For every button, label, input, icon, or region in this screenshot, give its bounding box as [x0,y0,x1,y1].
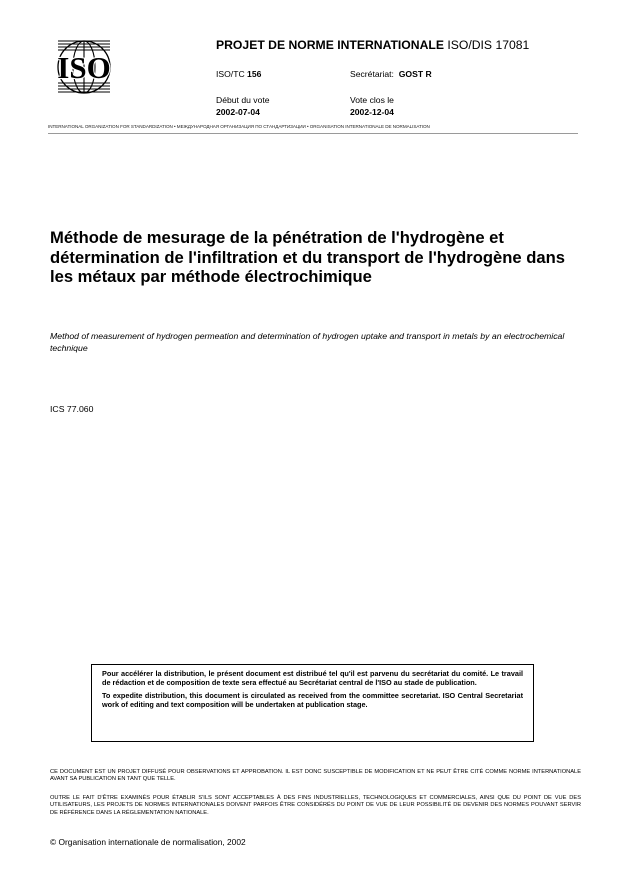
notice-english: To expedite distribution, this document is circulated as received from the committee secretariat. ISO Central Secretariat work of editing and text composition will be undertaken at publication stage. [102,690,523,710]
copyright-notice: © Organisation internationale de normalisation, 2002 [50,837,246,847]
iso-globe-icon [48,38,120,96]
notice-french: Pour accélérer la distribution, le présent document est distribué tel qu'il est parvenu du secrétariat du comité. Le travail de rédaction et de composition de texte sera effectué au Secrétariat central de l'ISO au stade de publication. [102,669,523,688]
vote-end-date: 2002-12-04 [350,107,394,117]
ics-code: ICS 77.060 [50,404,94,414]
secretariat: Secrétariat: GOST R [350,69,432,79]
vote-start-label: Début du vote [216,95,270,105]
document-type: PROJET DE NORME INTERNATIONALE [216,38,444,52]
svg-text:ISO: ISO [57,50,111,85]
distribution-notice [91,664,534,742]
vote-end-label: Vote clos le [350,95,394,105]
iso-logo [48,38,120,96]
document-reference: ISO/DIS 17081 [447,38,530,52]
vote-start-date: 2002-07-04 [216,107,260,117]
french-title: Méthode de mesurage de la pénétration de l'hydrogène et détermination de l'infiltration et du transport de l'hydrogène dans les métaux par méthode électrochimique [50,228,565,286]
document-type-heading [216,38,529,52]
organization-names: INTERNATIONAL ORGANIZATION FOR STANDARDIZATION • МЕЖДУНАРОДНАЯ ОРГАНИЗАЦИЯ ПО СТАНДАРТИЗАЦИИ • ORGANISATION INTERNATIONALE DE NORMALISATION [48,124,430,129]
header-divider [48,133,578,134]
english-title: Method of measurement of hydrogen permeation and determination of hydrogen uptake and transport in metals by an electrochemical technique [50,331,565,353]
reference-disclaimer: OUTRE LE FAIT D'ÊTRE EXAMINÉS POUR ÉTABLIR S'ILS SONT ACCEPTABLES À DES FINS INDUSTRIELLES, TECHNOLOGIQUES ET COMMERCIALES, AINSI QUE DU POINT DE VUE DES UTILISATEURS, LES PROJETS DE NORMES INTERNATIONALES DOIVENT PARFOIS ÊTRE CONSIDÉRÉS DU POINT DE VUE DE LEUR POSSIBILITÉ DE DEVENIR DES NORMES POUVANT SERVIR DE RÉFÉRENCE DANS LA RÉGLEMENTATION NATIONALE. [50,795,581,816]
technical-committee: ISO/TC 156 [216,69,262,79]
draft-disclaimer: CE DOCUMENT EST UN PROJET DIFFUSÉ POUR OBSERVATIONS ET APPROBATION. IL EST DONC SUSCEPTIBLE DE MODIFICATION ET NE PEUT ÊTRE CITÉ COMME NORME INTERNATIONALE AVANT SA PUBLICATION EN TANT QUE TELLE. [50,769,581,783]
